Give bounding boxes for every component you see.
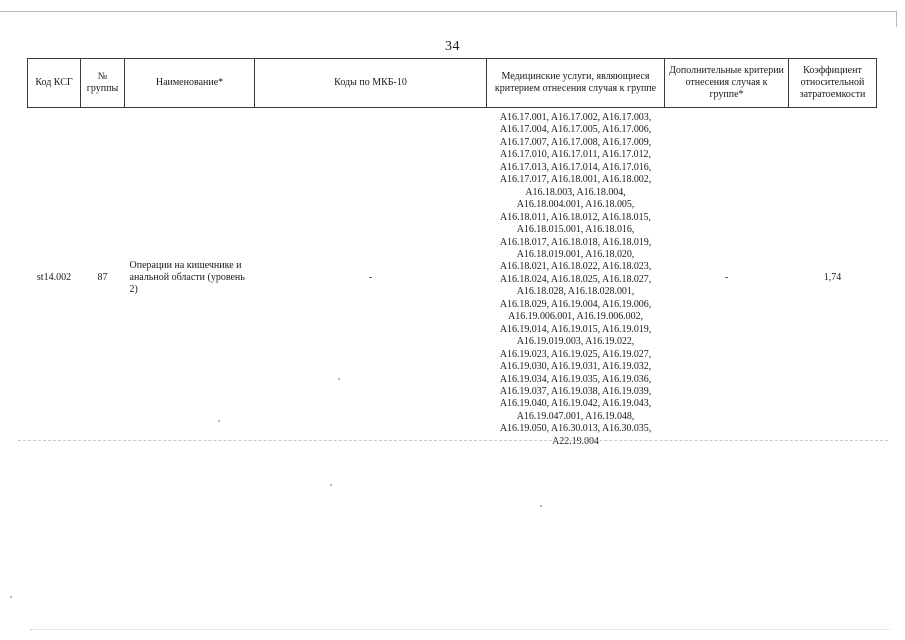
- service-codes-line: A16.17.001, A16.17.002, A16.17.003,: [499, 112, 652, 123]
- service-codes-line: A16.19.034, A16.19.035, A16.19.036,: [499, 373, 652, 385]
- service-codes-line: A16.19.037, A16.19.038, A16.19.039,: [499, 385, 652, 397]
- services-list: [491, 112, 661, 448]
- scan-bottom-noise: [30, 629, 890, 630]
- service-codes-line: A16.18.019.001, A16.18.020,: [516, 248, 635, 260]
- service-codes-line: A16.19.050, A16.30.013, A16.30.035,: [499, 423, 652, 435]
- service-codes-line: A16.19.023, A16.19.025, A16.19.027,: [499, 348, 652, 360]
- scan-top-border: [0, 11, 897, 12]
- service-codes-line: A16.17.013, A16.17.014, A16.17.016,: [499, 161, 652, 173]
- table-header: [28, 59, 877, 108]
- service-codes-line: A16.18.011, A16.18.012, A16.18.015,: [500, 211, 651, 223]
- service-codes-line: A16.17.010, A16.17.011, A16.17.012,: [500, 149, 651, 161]
- service-codes-line: A16.19.030, A16.19.031, A16.19.032,: [499, 361, 652, 373]
- header-group-number: № группы: [81, 59, 125, 108]
- service-codes-line: A16.17.007, A16.17.008, A16.17.009,: [499, 136, 652, 148]
- scan-speck: [540, 505, 542, 507]
- service-codes-line: A16.18.029, A16.19.004, A16.19.006,: [499, 298, 652, 310]
- header-ksg-code: Код КСГ: [28, 59, 81, 108]
- table-row: [28, 108, 877, 449]
- service-codes-line: A16.18.021, A16.18.022, A16.18.023,: [499, 261, 652, 273]
- service-codes-line: A16.18.024, A16.18.025, A16.18.027,: [499, 273, 652, 285]
- scan-cut-line: [18, 440, 888, 441]
- header-row: [28, 59, 877, 108]
- scan-speck: [10, 596, 12, 598]
- header-extra-criteria: Дополнительные критерии отнесения случая к группе*: [665, 59, 789, 108]
- service-codes-line: A16.18.015.001, A16.18.016,: [516, 224, 635, 236]
- service-codes-line: A16.19.047.001, A16.19.048,: [516, 410, 635, 422]
- header-coefficient: Коэффициент относительной затратоемкости: [789, 59, 877, 108]
- ksg-table: [27, 58, 877, 448]
- cell-medical-services: [487, 108, 665, 449]
- header-mkb-codes: Коды по МКБ-10: [255, 59, 487, 108]
- cell-name: Операции на кишечнике и анальной области (уровень 2): [129, 259, 245, 296]
- cell-ksg-code: st14.002: [36, 271, 72, 283]
- cell-mkb-codes: -: [368, 271, 373, 283]
- service-codes-line: A16.19.040, A16.19.042, A16.19.043,: [499, 398, 652, 410]
- cell-coefficient: 1,74: [823, 271, 842, 283]
- service-codes-line: A22.19.004: [552, 435, 599, 447]
- header-name: Наименование*: [125, 59, 255, 108]
- service-codes-line: A16.19.019.003, A16.19.022,: [516, 336, 635, 348]
- scan-speck: [218, 420, 220, 422]
- service-codes-line: A16.18.017, A16.18.018, A16.18.019,: [499, 236, 652, 248]
- cell-extra-criteria: -: [724, 271, 729, 283]
- service-codes-line: A16.18.028, A16.18.028.001,: [516, 286, 635, 298]
- header-medical-services: Медицинские услуги, являющиеся критерием отнесения случая к группе: [487, 59, 665, 108]
- cell-group-number: 87: [97, 271, 108, 283]
- service-codes-line: A16.17.004, A16.17.005, A16.17.006,: [499, 124, 652, 136]
- scan-top-corner-mark: [896, 11, 897, 27]
- page-number: 34: [445, 39, 460, 54]
- scan-speck: [338, 378, 340, 380]
- service-codes-line: A16.17.017, A16.18.001, A16.18.002,: [499, 174, 652, 186]
- service-codes-line: A16.19.006.001, A16.19.006.002,: [508, 311, 643, 323]
- service-codes-line: A16.19.014, A16.19.015, A16.19.019,: [499, 323, 652, 335]
- scan-speck: [330, 484, 332, 486]
- service-codes-line: A16.18.004.001, A16.18.005,: [516, 199, 635, 211]
- service-codes-line: A16.18.003, A16.18.004,: [525, 186, 626, 198]
